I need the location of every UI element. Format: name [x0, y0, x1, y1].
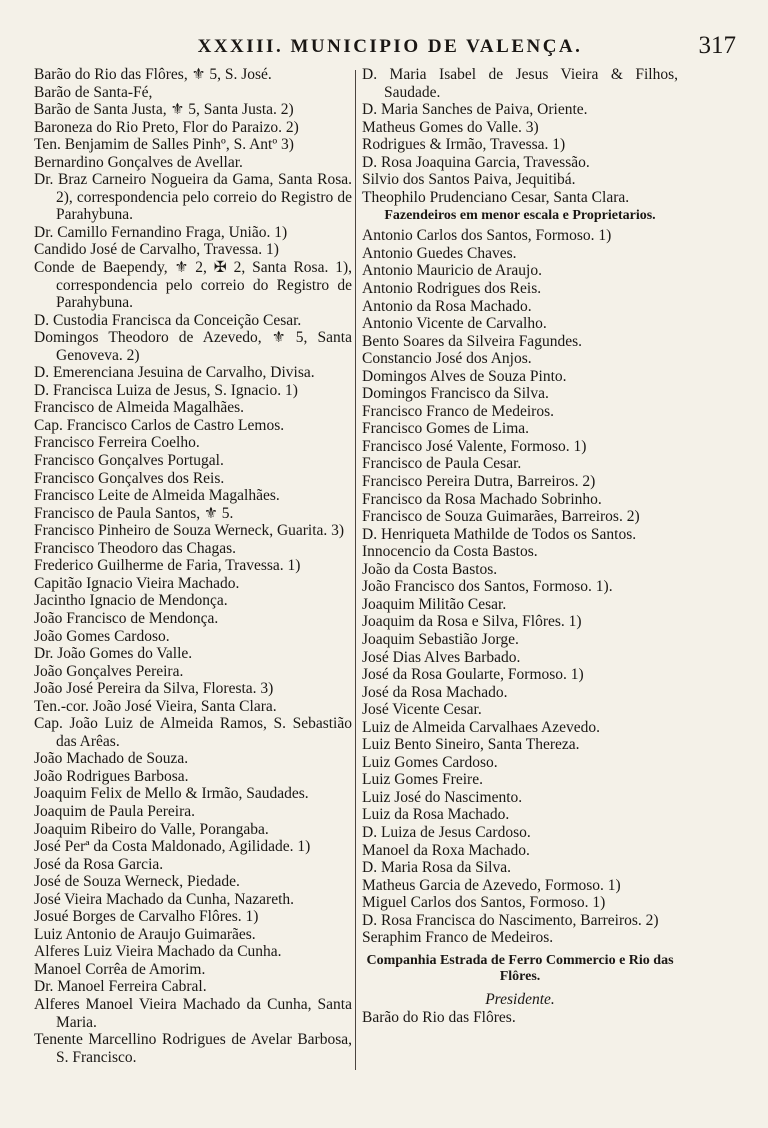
companhia-list	[362, 1009, 678, 1027]
directory-entry: João Rodrigues Barbosa.	[34, 767, 189, 785]
directory-entry: José Vieira Machado da Cunha, Nazareth.	[34, 890, 295, 908]
directory-entry: D. Luiza de Jesus Cardoso.	[362, 823, 531, 841]
directory-entry: Baroneza do Rio Preto, Flor do Paraizo. 2)	[34, 118, 299, 136]
directory-entry: Capitão Ignacio Vieira Machado.	[34, 574, 240, 592]
directory-entry: José Vicente Cesar.	[362, 701, 482, 719]
directory-entry: Domingos Francisco da Silva.	[362, 385, 549, 403]
directory-entry: José da Rosa Garcia.	[34, 855, 164, 873]
directory-entry: Francisco Theodoro das Chagas.	[34, 539, 237, 557]
section-subheading-presidente: Presidente.	[485, 990, 555, 1008]
directory-entry: D. Henriqueta Mathilde de Todos os Santos.	[362, 525, 637, 543]
page-header	[30, 32, 750, 62]
directory-entry: Dr. Camillo Fernandino Fraga, União. 1)	[34, 223, 288, 241]
directory-entry: Seraphim Franco de Medeiros.	[362, 929, 554, 947]
directory-entry: Luiz de Almeida Carvalhaes Azevedo.	[362, 718, 601, 736]
directory-entry: Cap. João Luiz de Almeida Ramos, S. Sebastião das Arêas.	[34, 715, 352, 750]
directory-entry: Francisco Gonçalves dos Reis.	[34, 469, 225, 487]
directory-entry: Antonio Carlos dos Santos, Formoso. 1)	[362, 227, 612, 245]
directory-entry: Barão de Santa Justa, ⚜ 5, Santa Justa. 2)	[34, 101, 294, 119]
directory-entry: Matheus Gomes do Valle. 3)	[362, 118, 539, 136]
directory-entry: Francisco Pereira Dutra, Barreiros. 2)	[362, 473, 596, 491]
page-title: XXXIII. MUNICIPIO DE VALENÇA.	[197, 36, 583, 57]
directory-entry: Francisco de Almeida Magalhães.	[34, 399, 245, 417]
directory-entry: Theophilo Prudenciano Cesar, Santa Clara.	[362, 188, 630, 206]
directory-entry: Bernardino Gonçalves de Avellar.	[34, 153, 243, 171]
directory-entry: Luiz Gomes Freire.	[362, 771, 483, 789]
directory-entry: Alferes Luiz Vieira Machado da Cunha.	[34, 943, 282, 961]
section-heading-companhia: Companhia Estrada de Ferro Commercio e Rio das Flôres.	[366, 952, 674, 984]
directory-entry: João Machado de Souza.	[34, 750, 189, 768]
directory-entry: Luiz Bento Sineiro, Santa Thereza.	[362, 736, 580, 754]
directory-entry: Tenente Marcellino Rodrigues de Avelar Barbosa, S. Francisco.	[34, 1031, 352, 1066]
directory-entry: Domingos Theodoro de Azevedo, ⚜ 5, Santa Genoveva. 2)	[34, 329, 352, 364]
column-divider	[355, 70, 356, 1070]
directory-entry: Luiz José do Nascimento.	[362, 788, 523, 806]
directory-entry: D. Francisca Luiza de Jesus, S. Ignacio. 1)	[34, 381, 298, 399]
directory-entry: Francisco Ferreira Coelho.	[34, 434, 200, 452]
directory-entry: Joaquim de Paula Pereira.	[34, 802, 195, 820]
directory-entry: Luiz da Rosa Machado.	[362, 806, 510, 824]
directory-entry: Francisco Leite de Almeida Magalhães.	[34, 487, 280, 505]
directory-entry: Joaquim Sebastião Jorge.	[362, 630, 519, 648]
directory-entry: Luiz Gomes Cardoso.	[362, 753, 498, 771]
directory-entry: Dr. João Gomes do Valle.	[34, 645, 193, 663]
directory-entry: D. Maria Sanches de Paiva, Oriente.	[362, 101, 588, 119]
page-number: 317	[698, 32, 736, 59]
directory-entry: José da Rosa Machado.	[362, 683, 508, 701]
directory-entry: Joaquim Felix de Mello & Irmão, Saudades.	[34, 785, 309, 803]
directory-entry: Innocencio da Costa Bastos.	[362, 543, 538, 561]
directory-entry: Francisco de Paula Santos, ⚜ 5.	[34, 504, 234, 522]
directory-entry: Candido José de Carvalho, Travessa. 1)	[34, 241, 279, 259]
directory-entry: João da Costa Bastos.	[362, 560, 498, 578]
directory-entry: José de Souza Werneck, Piedade.	[34, 873, 240, 891]
directory-entry: Josué Borges de Carvalho Flôres. 1)	[34, 908, 259, 926]
directory-entry: João Francisco de Mendonça.	[34, 609, 219, 627]
directory-entry: José Dias Alves Barbado.	[362, 648, 521, 666]
directory-entry: Antonio da Rosa Machado.	[362, 297, 532, 315]
directory-entry: Conde de Baependy, ⚜ 2, ✠ 2, Santa Rosa. 1), correspondencia pelo correio do Registro de Parahybuna.	[34, 259, 352, 312]
directory-entry: D. Rosa Joaquina Garcia, Travessão.	[362, 153, 590, 171]
directory-entry: Francisco Franco de Medeiros.	[362, 402, 554, 420]
directory-entry: José Perª da Costa Maldonado, Agilidade. 1)	[34, 838, 311, 856]
fazendeiros-list	[362, 227, 678, 946]
directory-entry: Barão de Santa-Fé,	[34, 83, 153, 101]
directory-entry: Francisco de Paula Cesar.	[362, 455, 522, 473]
directory-entry: Antonio Vicente de Carvalho.	[362, 315, 547, 333]
directory-entry: Francisco José Valente, Formoso. 1)	[362, 437, 587, 455]
directory-entry: Joaquim da Rosa e Silva, Flôres. 1)	[362, 613, 582, 631]
directory-entry: Constancio José dos Anjos.	[362, 350, 532, 368]
directory-entry: José da Rosa Goularte, Formoso. 1)	[362, 666, 584, 684]
directory-entry: D. Maria Isabel de Jesus Vieira & Filhos, Saudade.	[362, 66, 678, 101]
directory-entry: Alferes Manoel Vieira Machado da Cunha, Santa Maria.	[34, 995, 352, 1031]
directory-entry: Cap. Francisco Carlos de Castro Lemos.	[34, 416, 285, 434]
directory-entry: Ten.-cor. João José Vieira, Santa Clara.	[34, 697, 277, 715]
directory-entry: Frederico Guilherme de Faria, Travessa. 1)	[34, 557, 301, 575]
directory-entry: Francisco Gonçalves Portugal.	[34, 452, 224, 470]
left-column	[34, 66, 352, 1066]
directory-entry: João Francisco dos Santos, Formoso. 1).	[362, 578, 613, 596]
directory-entry: Luiz Antonio de Araujo Guimarães.	[34, 925, 256, 943]
directory-entry: Barão do Rio das Flôres.	[362, 1009, 516, 1027]
directory-entry: D. Custodia Francisca da Conceição Cesar.	[34, 311, 302, 329]
directory-entry: Rodrigues & Irmão, Travessa. 1)	[362, 136, 566, 154]
directory-entry: Miguel Carlos dos Santos, Formoso. 1)	[362, 894, 606, 912]
directory-entry: Francisco de Souza Guimarães, Barreiros. 2)	[362, 508, 640, 526]
directory-entry: Barão do Rio das Flôres, ⚜ 5, S. José.	[34, 66, 272, 83]
directory-entry: Bento Soares da Silveira Fagundes.	[362, 332, 582, 350]
directory-entry: D. Rosa Francisca do Nascimento, Barreiros. 2)	[362, 911, 659, 929]
directory-entry: Matheus Garcia de Azevedo, Formoso. 1)	[362, 876, 621, 894]
directory-entry: Antonio Guedes Chaves.	[362, 244, 517, 262]
directory-entry: Dr. Manoel Ferreira Cabral.	[34, 978, 207, 996]
directory-entry: Manoel Corrêa de Amorim.	[34, 960, 206, 978]
right-column	[362, 66, 678, 1027]
directory-entry: D. Maria Rosa da Silva.	[362, 859, 511, 877]
directory-entry: Silvio dos Santos Paiva, Jequitibá.	[362, 171, 576, 189]
directory-entry: Ten. Benjamim de Salles Pinhº, S. Antº 3)	[34, 136, 294, 154]
directory-entry: Francisco Gomes de Lima.	[362, 420, 530, 438]
directory-entry: Jacintho Ignacio de Mendonça.	[34, 592, 228, 610]
section-heading-fazendeiros: Fazendeiros em menor escala e Proprietarios.	[384, 208, 656, 224]
directory-entry: Antonio Rodrigues dos Reis.	[362, 280, 542, 298]
directory-entry: Joaquim Militão Cesar.	[362, 595, 507, 613]
directory-entry: Dr. Braz Carneiro Nogueira da Gama, Santa Rosa. 2), correspondencia pelo correio do Registro de Parahybuna.	[34, 171, 352, 224]
directory-entry: Antonio Mauricio de Araujo.	[362, 262, 542, 280]
directory-entry: D. Emerenciana Jesuina de Carvalho, Divisa.	[34, 364, 315, 382]
directory-entry: João Gomes Cardoso.	[34, 627, 170, 645]
right-top-entries	[362, 66, 678, 206]
directory-entry: Manoel da Roxa Machado.	[362, 841, 530, 859]
directory-entry: João Gonçalves Pereira.	[34, 662, 184, 680]
directory-entry: Francisco Pinheiro de Souza Werneck, Guarita. 3)	[34, 522, 345, 540]
directory-entry: João José Pereira da Silva, Floresta. 3)	[34, 680, 274, 698]
directory-entry: Francisco da Rosa Machado Sobrinho.	[362, 490, 602, 508]
directory-entry: Domingos Alves de Souza Pinto.	[362, 367, 567, 385]
directory-entry: Joaquim Ribeiro do Valle, Porangaba.	[34, 820, 269, 838]
